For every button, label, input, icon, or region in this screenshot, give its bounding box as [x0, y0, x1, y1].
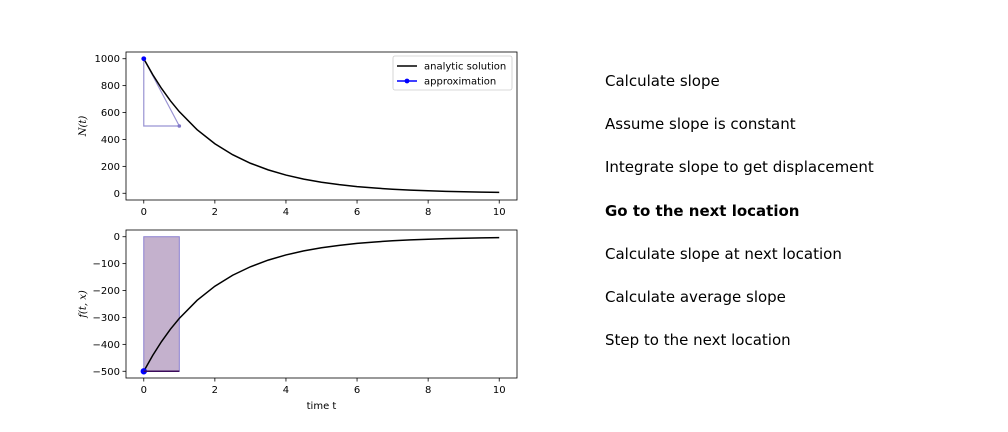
- slope-end-point: [178, 124, 182, 128]
- legend-label: analytic solution: [424, 61, 507, 73]
- x-tick-label: 6: [353, 385, 361, 396]
- x-tick-label: 8: [424, 207, 432, 218]
- y-axis-label: f(t, x): [78, 290, 89, 318]
- step-3: Integrate slope to get displacement: [605, 158, 874, 177]
- x-tick-label: 0: [140, 207, 147, 218]
- x-tick-label: 10: [492, 385, 506, 396]
- x-tick-label: 6: [353, 207, 361, 218]
- x-tick-label: 2: [211, 207, 219, 218]
- y-tick-label: −500: [92, 366, 120, 378]
- step-5: Calculate slope at next location: [605, 244, 842, 263]
- plot-frame: [126, 230, 517, 378]
- step-7: Step to the next location: [605, 331, 791, 350]
- x-tick-label: 4: [282, 385, 290, 396]
- y-tick-label: 1000: [94, 54, 120, 66]
- y-tick-label: −200: [92, 286, 120, 298]
- top-chart-n-of-t: [78, 52, 517, 218]
- y-axis-label: N(t): [78, 115, 89, 137]
- x-axis-label: time t: [306, 401, 337, 412]
- y-tick-label: 200: [100, 161, 120, 173]
- legend-marker: [405, 79, 410, 84]
- bottom-chart-f-of-t-x: [78, 230, 517, 412]
- y-tick-label: 400: [100, 134, 120, 146]
- y-tick-label: −100: [92, 259, 120, 271]
- step-4: Go to the next location: [605, 201, 800, 220]
- y-tick-label: 0: [113, 232, 120, 244]
- series-0-line: [144, 238, 499, 372]
- y-tick-label: 800: [100, 81, 120, 93]
- legend-label: approximation: [424, 76, 497, 88]
- x-tick-label: 10: [492, 207, 506, 218]
- approximation-point: [141, 56, 146, 61]
- y-tick-label: −400: [92, 339, 120, 351]
- method-steps-list: [605, 70, 874, 372]
- x-tick-label: 4: [282, 207, 290, 218]
- x-tick-label: 2: [211, 385, 219, 396]
- y-tick-label: 600: [100, 108, 120, 120]
- step-2: Assume slope is constant: [605, 115, 796, 134]
- x-tick-label: 0: [140, 385, 147, 396]
- step-1: Calculate slope: [605, 72, 720, 90]
- y-tick-label: 0: [113, 188, 120, 200]
- integral-area-rect: [144, 237, 180, 372]
- y-tick-label: −300: [92, 312, 120, 324]
- x-tick-label: 8: [424, 385, 432, 396]
- step-6: Calculate average slope: [605, 287, 786, 306]
